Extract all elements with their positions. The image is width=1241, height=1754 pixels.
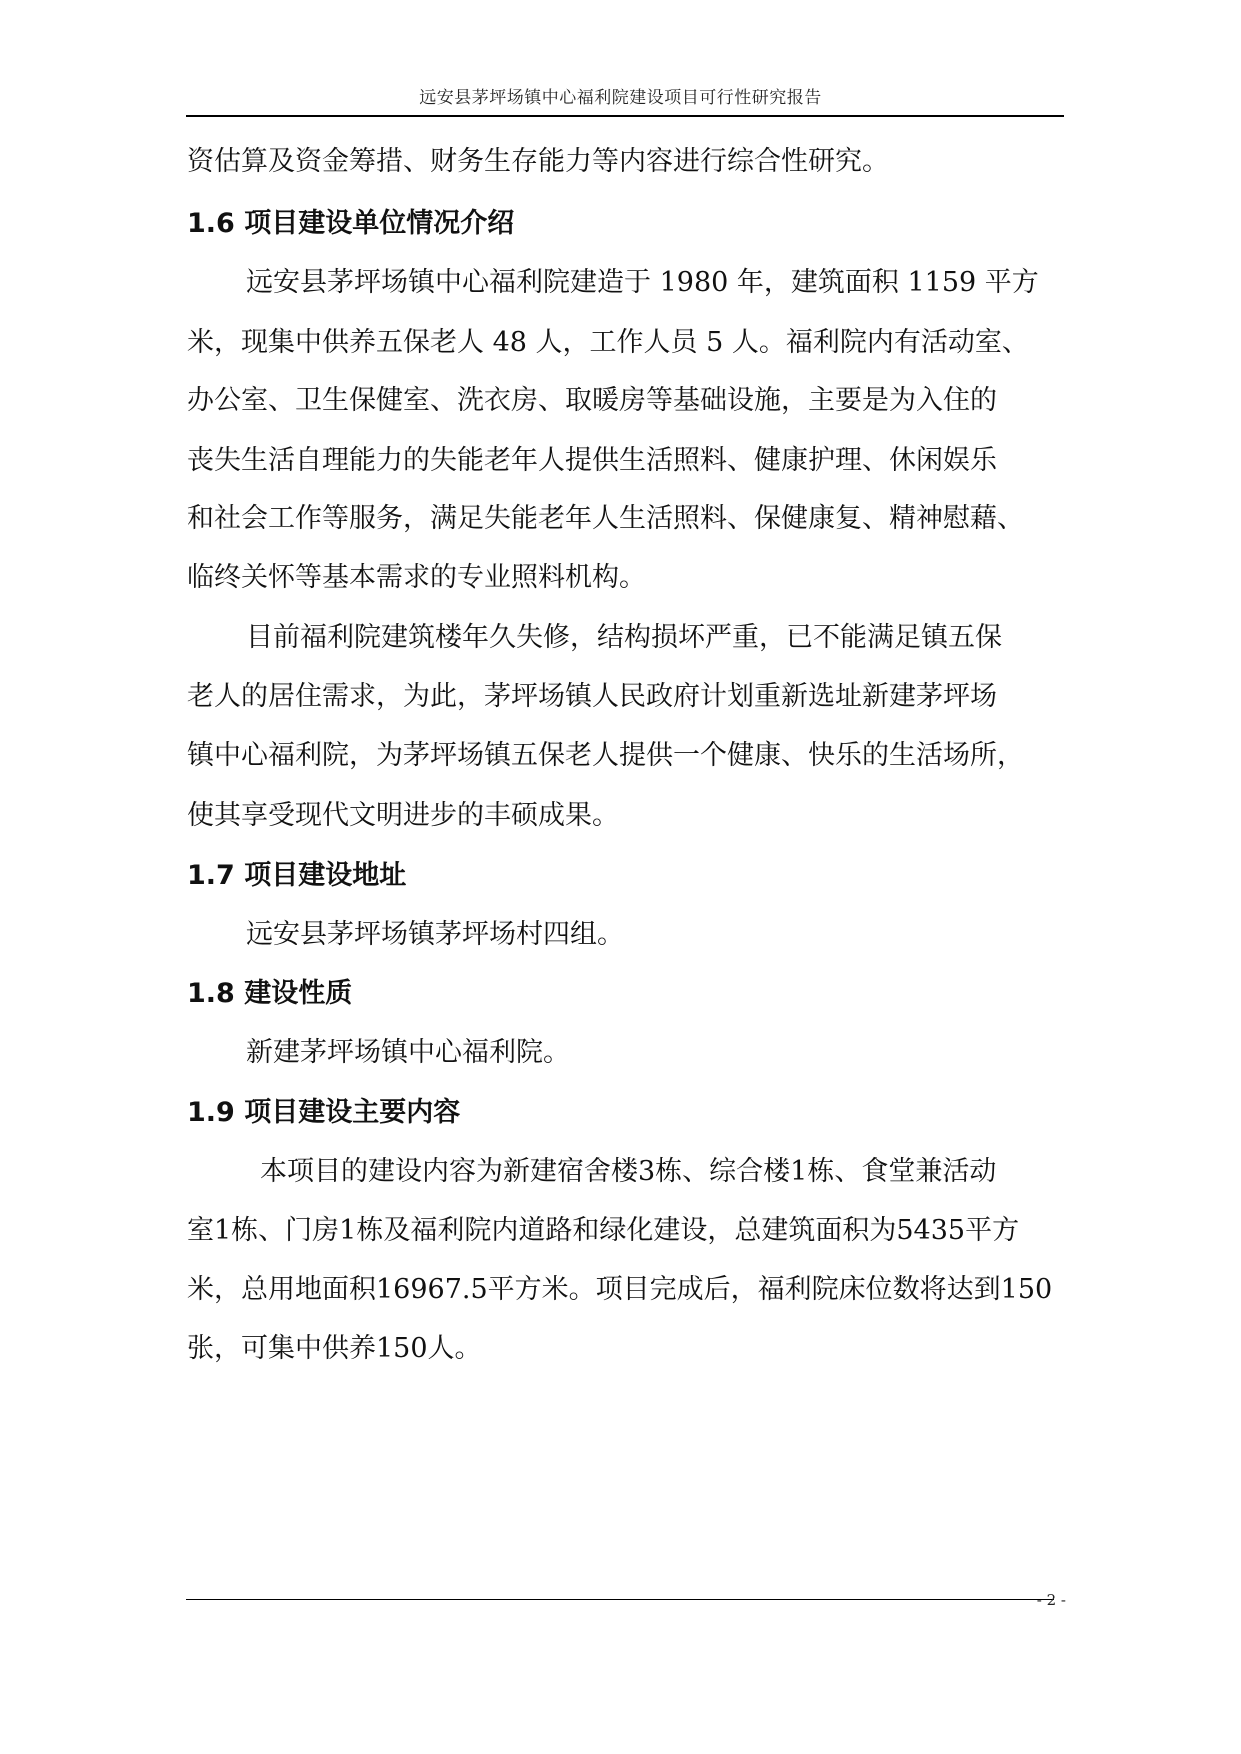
paragraph-line: 临终关怀等基本需求的专业照料机构。 (187, 562, 646, 593)
paragraph-line: 远安县茅坪场镇中心福利院建造于 1980 年，建筑面积 1159 平方 (246, 267, 1039, 298)
paragraph-line: 镇中心福利院，为茅坪场镇五保老人提供一个健康、快乐的生活场所， (187, 740, 1024, 771)
paragraph-line: 和社会工作等服务，满足失能老年人生活照料、保健康复、精神慰藉、 (187, 503, 1024, 534)
page-number: - 2 - (1036, 1591, 1066, 1609)
paragraph-line: 本项目的建设内容为新建宿舍楼3栋、综合楼1栋、食堂兼活动 (260, 1156, 997, 1187)
paragraph-line: 米，总用地面积16967.5平方米。项目完成后，福利院床位数将达到150 (187, 1274, 1053, 1305)
paragraph-line: 米，现集中供养五保老人 48 人，工作人员 5 人。福利院内有活动室、 (187, 327, 1029, 358)
paragraph-line: 室1栋、门房1栋及福利院内道路和绿化建设，总建筑面积为5435平方 (187, 1215, 1020, 1246)
section-heading-1-6: 1.6 项目建设单位情况介绍 (187, 208, 515, 239)
footer-rule (186, 1599, 1054, 1600)
paragraph-line: 目前福利院建筑楼年久失修，结构损坏严重，已不能满足镇五保 (246, 622, 1002, 653)
paragraph-line: 丧失生活自理能力的失能老年人提供生活照料、健康护理、休闲娱乐 (187, 445, 997, 476)
section-heading-1-9: 1.9 项目建设主要内容 (187, 1097, 461, 1128)
paragraph-line: 远安县茅坪场镇茅坪场村四组。 (246, 919, 624, 950)
header-rule (186, 115, 1064, 117)
paragraph-line: 新建茅坪场镇中心福利院。 (246, 1037, 570, 1068)
paragraph-line: 资估算及资金筹措、财务生存能力等内容进行综合性研究。 (187, 146, 889, 177)
paragraph-line: 老人的居住需求，为此，茅坪场镇人民政府计划重新选址新建茅坪场 (187, 681, 997, 712)
paragraph-line: 张，可集中供养150人。 (187, 1333, 482, 1364)
running-header-title: 远安县茅坪场镇中心福利院建设项目可行性研究报告 (419, 88, 822, 108)
section-heading-1-7: 1.7 项目建设地址 (187, 860, 407, 891)
paragraph-line: 使其享受现代文明进步的丰硕成果。 (187, 800, 619, 831)
section-heading-1-8: 1.8 建设性质 (187, 978, 353, 1009)
paragraph-line: 办公室、卫生保健室、洗衣房、取暖房等基础设施，主要是为入住的 (187, 385, 997, 416)
